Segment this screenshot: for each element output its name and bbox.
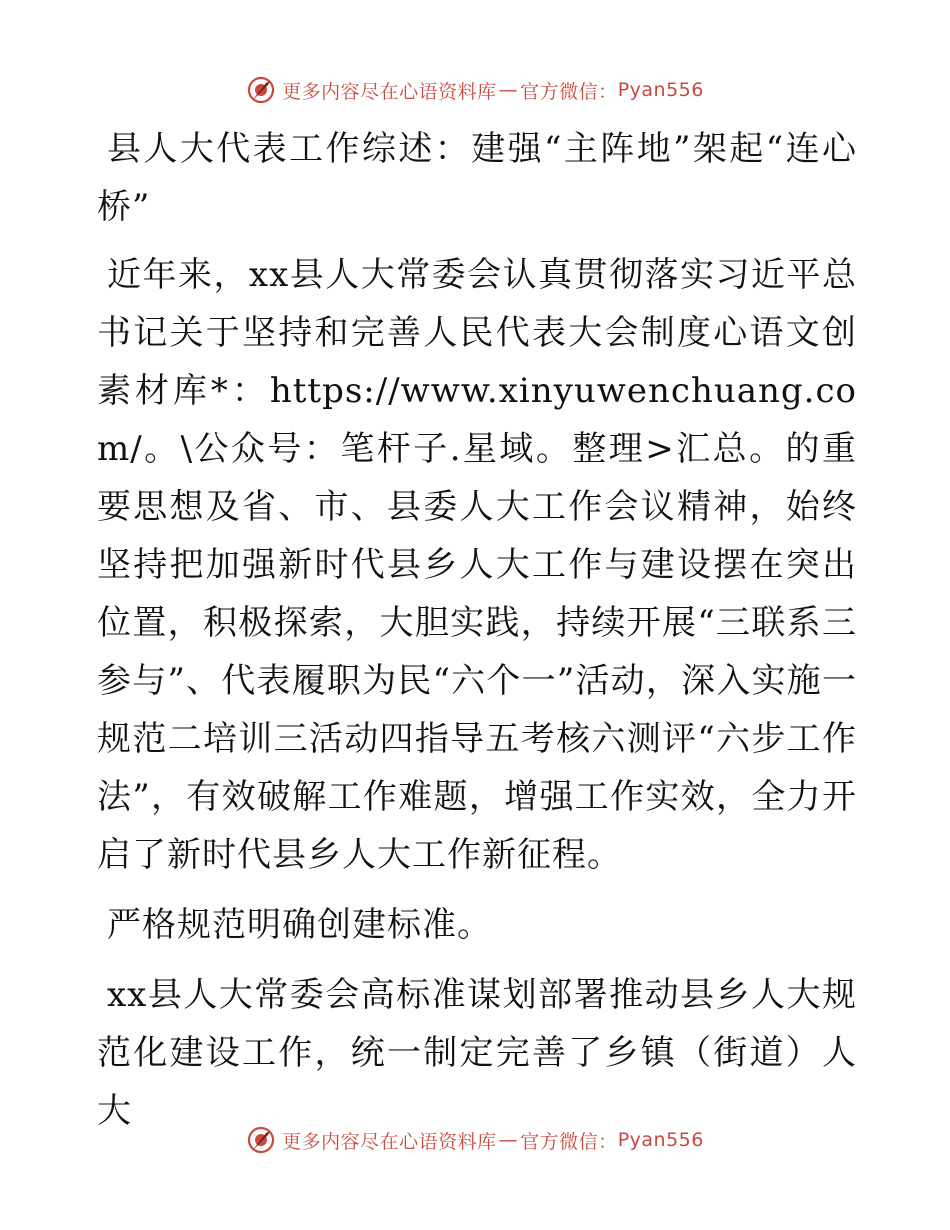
watermark-separator: — xyxy=(498,79,519,101)
header-watermark xyxy=(0,70,950,110)
document-body xyxy=(97,120,857,1140)
watermark-site-text: 更多内容尽在心语资料库 xyxy=(282,1130,497,1153)
watermark-site-text: 更多内容尽在心语资料库 xyxy=(282,80,497,103)
watermark-wechat-handle: Pyan556 xyxy=(617,79,704,101)
document-title: 县人大代表工作综述：建强“主阵地”架起“连心桥” xyxy=(97,129,857,227)
watermark-wechat-label: 官方微信： xyxy=(520,80,618,103)
paragraph-intro: 近年来，xx县人大常委会认真贯彻落实习近平总书记关于坚持和完善人民代表大会制度心语文创素材库*：https://www.xinyuwenchuang.com/。\公众号：笔杆子.星域。整理>汇总。的重要思想及省、市、县委人大工作会议精神，始终坚持把加强新时代县乡人大工作与建设摆在突出位置，积极探索，大胆实践，持续开展“三联系三参与”、代表履职为民“六个一”活动，深入实施一规范二培训三活动四指导五考核六测评“六步工作法”，有效破解工作难题，增强工作实效，全力开启了新时代县乡人大工作新征程。 xyxy=(97,255,857,875)
watermark-wechat-handle: Pyan556 xyxy=(617,1129,704,1151)
quill-pen-logo-icon xyxy=(246,75,276,105)
quill-pen-logo-icon xyxy=(246,1125,276,1155)
watermark-wechat-label: 官方微信： xyxy=(520,1130,618,1153)
paragraph-heading: 严格规范明确创建标准。 xyxy=(107,905,492,945)
paragraph-standards: xx县人大常委会高标准谋划部署推动县乡人大规范化建设工作，统一制定完善了乡镇（街道）人大 xyxy=(97,975,857,1131)
footer-watermark xyxy=(0,1120,950,1160)
watermark-separator: — xyxy=(498,1129,519,1151)
